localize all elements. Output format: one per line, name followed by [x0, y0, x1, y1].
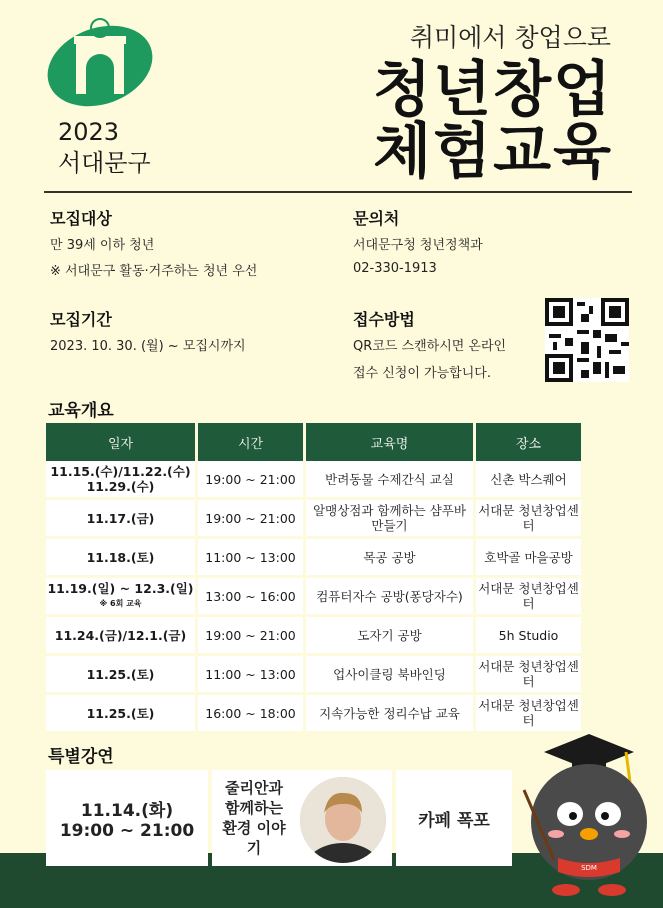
- row-course: 목공 공방: [306, 539, 476, 578]
- method-line-2: 접수 신청이 가능합니다.: [353, 366, 491, 381]
- seodaemun-logo: [44, 14, 156, 114]
- row-date: 11.18.(토): [46, 539, 198, 578]
- table-row: [46, 578, 584, 617]
- header-place: 장소: [476, 423, 584, 461]
- row-place: 5h Studio: [476, 617, 584, 656]
- table-row: [46, 695, 584, 734]
- speaker-portrait: [300, 777, 386, 863]
- table-row: [46, 656, 584, 695]
- period-value: 2023. 10. 30. (월) ~ 모집시까지: [50, 339, 246, 354]
- special-topic: 줄리안과 함께하는 환경 이야기: [222, 779, 286, 857]
- special-time: 19:00 ~ 21:00: [59, 820, 195, 841]
- row-time: 11:00 ~ 13:00: [198, 656, 306, 695]
- row-course: 도자기 공방: [306, 617, 476, 656]
- row-time: 19:00 ~ 21:00: [198, 461, 306, 500]
- period-label: 모집기간: [50, 310, 112, 329]
- header-divider: [44, 191, 632, 193]
- qr-code[interactable]: [545, 298, 629, 382]
- special-section-title: 특별강연: [48, 747, 114, 767]
- row-place: 서대문 청년창업센터: [476, 500, 584, 539]
- subtitle: 취미에서 창업으로: [409, 23, 611, 52]
- row-date-cell: [46, 578, 198, 617]
- contact-label: 문의처: [353, 209, 400, 228]
- row-place: 호박골 마을공방: [476, 539, 584, 578]
- title-line-2: 체험교육: [373, 117, 613, 187]
- schedule-table: [46, 423, 584, 734]
- district-label: 서대문구: [58, 149, 151, 177]
- table-row: [46, 539, 584, 578]
- mascot-illustration: [514, 730, 663, 900]
- row-time: 16:00 ~ 18:00: [198, 695, 306, 734]
- row-time: 11:00 ~ 13:00: [198, 539, 306, 578]
- row-place: 서대문 청년창업센터: [476, 656, 584, 695]
- special-venue: 카페 폭포: [418, 810, 490, 831]
- row-date: 11.15.(수)/11.22.(수) 11.29.(수): [46, 461, 198, 500]
- row-place: 서대문 청년창업센터: [476, 695, 584, 734]
- row-place: 서대문 청년창업센터: [476, 578, 584, 617]
- header-course: 교육명: [306, 423, 476, 461]
- contact-dept: 서대문구청 청년정책과: [353, 238, 483, 253]
- row-time: 13:00 ~ 16:00: [198, 578, 306, 617]
- title-line-1: 청년창업: [373, 55, 613, 125]
- row-place: 신촌 박스퀘어: [476, 461, 584, 500]
- target-note: ※ 서대문구 활동·거주하는 청년 우선: [50, 264, 258, 279]
- row-course: 컴퓨터자수 공방(퐁당자수): [306, 578, 476, 617]
- row-time: 19:00 ~ 21:00: [198, 617, 306, 656]
- method-label: 접수방법: [353, 310, 415, 329]
- table-row: [46, 500, 584, 539]
- row-date: 11.24.(금)/12.1.(금): [46, 617, 198, 656]
- mascot-badge: SDM: [581, 864, 597, 872]
- header-date: 일자: [46, 423, 198, 461]
- table-row: [46, 617, 584, 656]
- header-time: 시간: [198, 423, 306, 461]
- special-venue-box: [396, 770, 512, 866]
- year-label: 2023: [58, 118, 120, 146]
- contact-phone: 02-330-1913: [353, 261, 437, 276]
- schedule-section-title: 교육개요: [48, 401, 114, 421]
- row-date: 11.19.(일) ~ 12.3.(일): [47, 581, 194, 596]
- target-label: 모집대상: [50, 209, 112, 228]
- target-value: 만 39세 이하 청년: [50, 238, 155, 253]
- row-course: 업사이클링 북바인딩: [306, 656, 476, 695]
- row-course: 반려동물 수제간식 교실: [306, 461, 476, 500]
- row-date: 11.25.(토): [46, 695, 198, 734]
- row-date: 11.17.(금): [46, 500, 198, 539]
- row-time: 19:00 ~ 21:00: [198, 500, 306, 539]
- row-date: 11.25.(토): [46, 656, 198, 695]
- row-note: ※ 6회 교육: [99, 599, 142, 608]
- method-line-1: QR코드 스캔하시면 온라인: [353, 339, 507, 354]
- table-row: [46, 461, 584, 500]
- schedule-header-row: [46, 423, 584, 461]
- row-course: 알맹상점과 함께하는 샴푸바 만들기: [306, 500, 476, 539]
- special-datetime-box: [46, 770, 208, 866]
- special-date: 11.14.(화): [80, 800, 174, 821]
- row-course: 지속가능한 정리수납 교육: [306, 695, 476, 734]
